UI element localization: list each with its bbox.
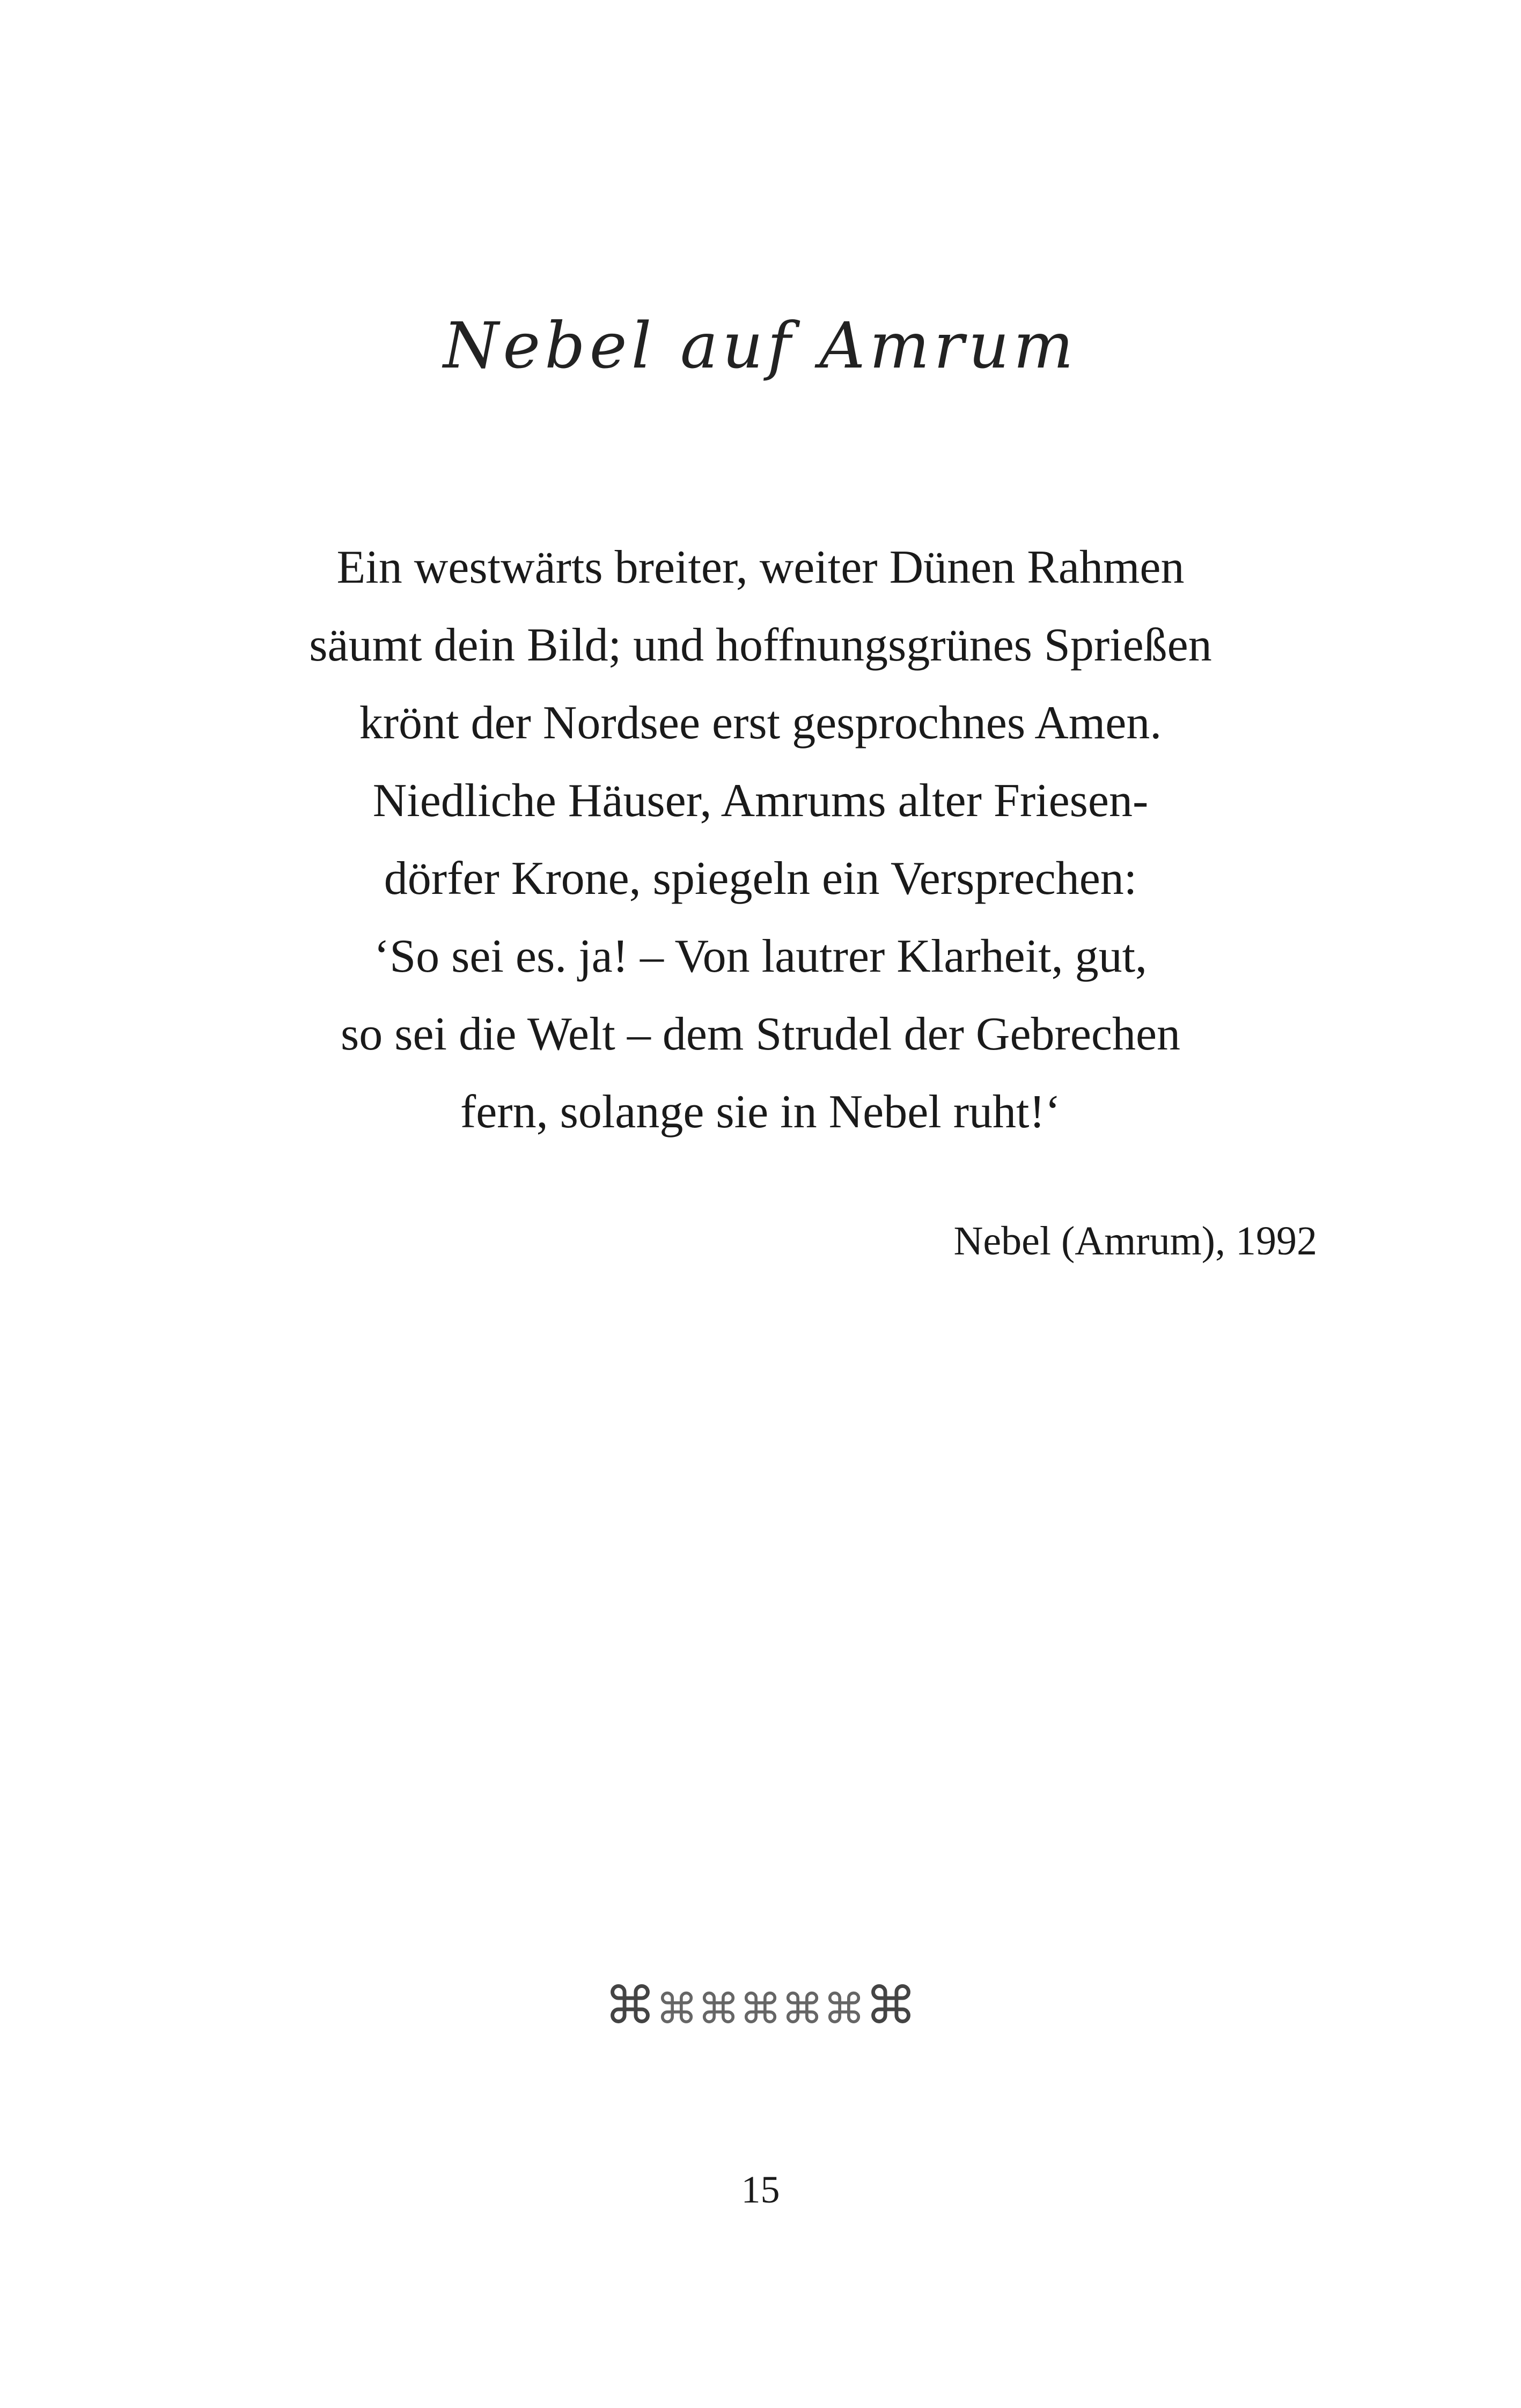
command-symbol-icon: ⌘ bbox=[697, 1985, 740, 2033]
poem-line: Ein westwärts breiter, weiter Dünen Rahmen bbox=[336, 541, 1185, 593]
poem-line: Niedliche Häuser, Amrums alter Friesen- bbox=[372, 775, 1149, 827]
command-symbol-icon: ⌘ bbox=[604, 1976, 656, 2036]
poem-title: Nebel auf Amrum bbox=[443, 309, 1078, 383]
poem-line: säumt dein Bild; und hoffnungsgrünes Sprießen bbox=[309, 619, 1212, 671]
poem-line: krönt der Nordsee erst gesprochnes Amen. bbox=[359, 697, 1162, 749]
command-symbol-icon: ⌘ bbox=[823, 1985, 865, 2033]
command-symbol-icon: ⌘ bbox=[781, 1985, 824, 2033]
ornament-divider bbox=[0, 1976, 1521, 2036]
page-number: 15 bbox=[741, 2168, 780, 2211]
poem-signature: Nebel (Amrum), 1992 bbox=[953, 1218, 1317, 1264]
poem-stanza bbox=[0, 528, 1521, 1151]
command-symbol-icon: ⌘ bbox=[656, 1985, 698, 2033]
command-symbol-icon: ⌘ bbox=[865, 1976, 917, 2036]
poem-line: so sei die Welt – dem Strudel der Gebrechen bbox=[340, 1008, 1181, 1060]
poem-line: dörfer Krone, spiegeln ein Versprechen: bbox=[384, 853, 1137, 905]
command-symbol-icon: ⌘ bbox=[739, 1985, 782, 2033]
poem-line: fern, solange sie in Nebel ruht!‘ bbox=[460, 1086, 1061, 1138]
poem-line: ‘So sei es. ja! – Von lautrer Klarheit, gut, bbox=[373, 930, 1148, 982]
